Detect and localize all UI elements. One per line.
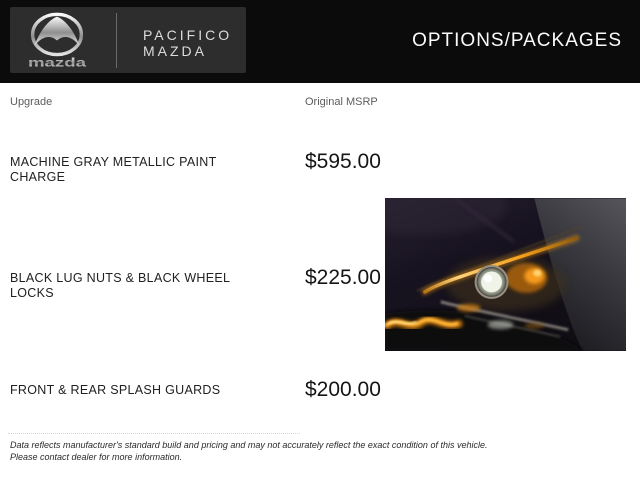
column-header-msrp: Original MSRP bbox=[305, 96, 378, 108]
option-name: FRONT & REAR SPLASH GUARDS bbox=[10, 383, 221, 397]
disclaimer-line2: Please contact dealer for more information. bbox=[10, 451, 183, 462]
mazda-logo-icon bbox=[22, 11, 92, 71]
column-header-upgrade: Upgrade bbox=[10, 96, 53, 108]
option-price: $225.00 bbox=[305, 266, 381, 289]
option-name: MACHINE GRAY METALLIC PAINT CHARGE bbox=[10, 155, 217, 184]
disclaimer-line1: Data reflects manufacturer's standard build and pricing and may not accurately reflect the exact condition of this vehicle. bbox=[10, 440, 488, 450]
logo-divider bbox=[116, 13, 117, 68]
option-price: $595.00 bbox=[305, 150, 381, 173]
option-name: BLACK LUG NUTS & BLACK WHEEL LOCKS bbox=[10, 271, 230, 300]
header-bar bbox=[0, 0, 640, 83]
dealer-name-line1: PACIFICO bbox=[143, 27, 233, 43]
vehicle-headlight-photo bbox=[385, 198, 626, 351]
dealer-name bbox=[143, 27, 232, 59]
footer-divider bbox=[8, 433, 300, 434]
mazda-wordmark: mazda bbox=[27, 55, 87, 70]
option-price: $200.00 bbox=[305, 378, 381, 401]
page-title: OPTIONS/PACKAGES bbox=[412, 30, 622, 51]
dealer-name-line2: MAZDA bbox=[143, 43, 207, 59]
disclaimer bbox=[10, 440, 630, 463]
dealer-logo-box bbox=[10, 7, 246, 73]
